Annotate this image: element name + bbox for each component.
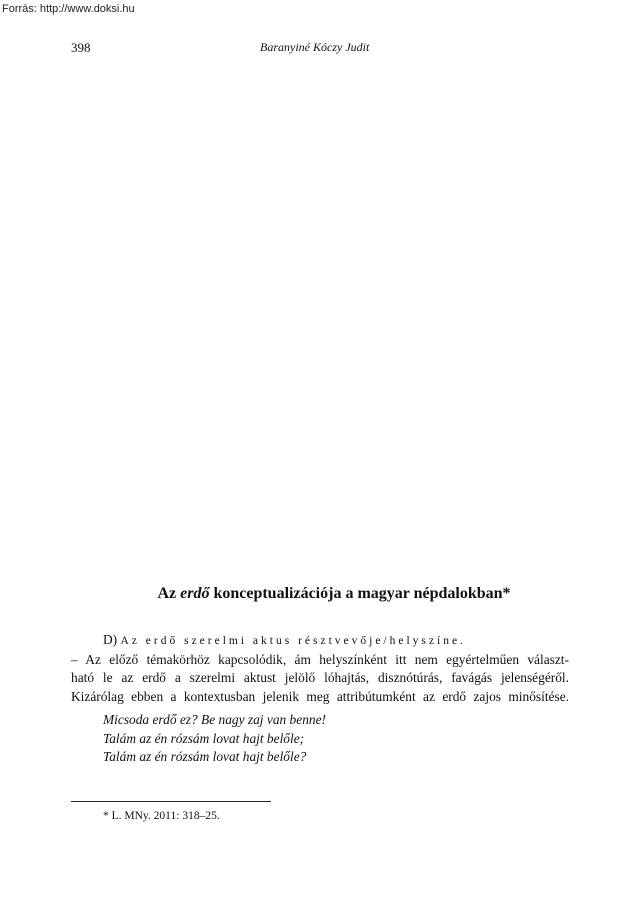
page-number: 398 [71, 40, 91, 55]
paragraph-line: Kizárólag ebben a kontextusban jelenik meg attribútumként az erdő zajos minősítése. [71, 688, 569, 704]
section-label: D) [103, 632, 118, 647]
paragraph-line: – Az előző témakörhöz kapcsolódik, ám helyszínként itt nem egyértelműen választ- [71, 651, 569, 667]
footnote: * L. MNy. 2011: 318–25. [103, 810, 220, 822]
title-part-2: konceptualizációja a magyar népdalokban* [213, 585, 511, 602]
title-italic-word: erdő [180, 585, 210, 602]
section-heading: Az erdő szerelmi aktus résztvevője/helyszíne. [120, 635, 466, 647]
article-title [0, 585, 638, 603]
verse-line: Talám az én rózsám lovat hajt belőle? [103, 749, 307, 764]
paragraph-line: ható le az erdő a szerelmi aktust jelölő lóhajtás, disznótúrás, favágás jelenségéről. [71, 670, 569, 685]
verse-line: Micsoda erdő ez? Be nagy zaj van benne! [103, 712, 326, 727]
verse-line: Talám az én rózsám lovat hajt belőle; [103, 730, 305, 746]
footnote-divider [71, 801, 271, 802]
source-note: Forrás: http://www.doksi.hu [2, 3, 135, 15]
verse-quote [103, 711, 326, 767]
section-body [71, 631, 569, 706]
title-part-1: Az [157, 585, 177, 602]
section-heading-line [71, 631, 569, 651]
running-head: Baranyiné Kóczy Judit [260, 40, 370, 54]
